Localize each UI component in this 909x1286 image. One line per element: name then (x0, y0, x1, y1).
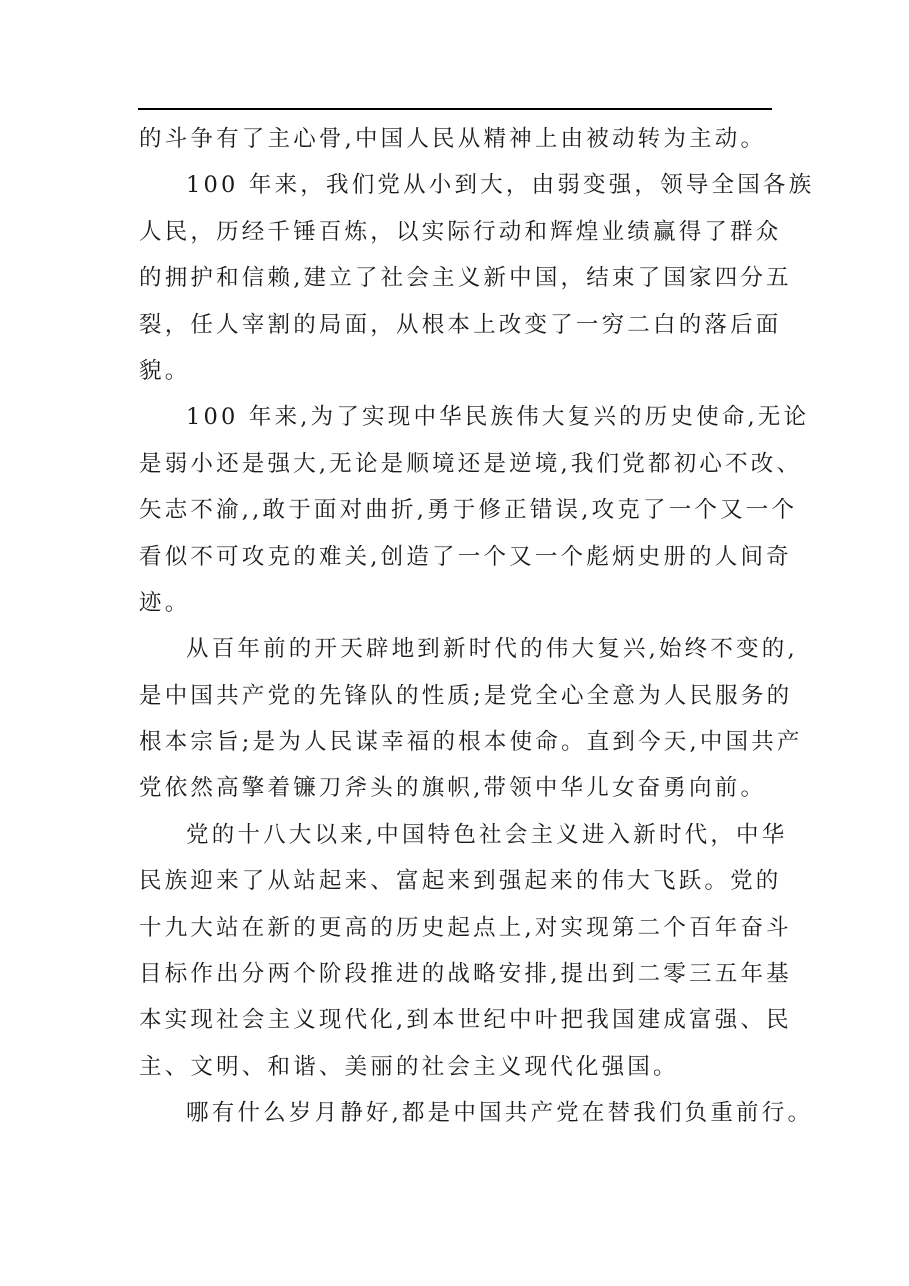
text-line: 迹。 (139, 589, 191, 616)
paragraph-start-line: 党的十八大以来,中国特色社会主义进入新时代，中华 (186, 821, 788, 848)
text-line: 的斗争有了主心骨,中国人民从精神上由被动转为主动。 (139, 126, 767, 152)
text-line: 本实现社会主义现代化,到本世纪中叶把我国建成富强、民 (139, 1007, 792, 1034)
text-line: 人民，历经千锤百炼，以实际行动和辉煌业绩赢得了群众 (139, 218, 782, 245)
text-line: 十九大站在新的更高的历史起点上,对实现第二个百年奋斗 (139, 914, 792, 941)
text-line: 的拥护和信赖,建立了社会主义新中国，结束了国家四分五 (139, 265, 792, 292)
text-line: 矢志不渝,,敢于面对曲折,勇于修正错误,攻克了一个又一个 (139, 497, 798, 524)
text-line: 主、文明、和谐、美丽的社会主义现代化强国。 (139, 1053, 679, 1080)
paragraph-start-line: 从百年前的开天辟地到新时代的伟大复兴,始终不变的, (186, 636, 798, 663)
text-line: 目标作出分两个阶段推进的战略安排,提出到二零三五年基 (139, 961, 792, 988)
text-line: 看似不可攻克的难关,创造了一个又一个彪炳史册的人间奇 (139, 543, 792, 570)
header-rule (138, 108, 772, 110)
text-line: 党依然高擎着镰刀斧头的旗帜,带领中华儿女奋勇向前。 (139, 775, 767, 802)
text-line: 貌。 (139, 357, 191, 384)
document-body (139, 116, 815, 1137)
paragraph-start-line: 100 年来,为了实现中华民族伟大复兴的历史使命,无论 (186, 404, 810, 431)
paragraph-start-line: 哪有什么岁月静好,都是中国共产党在替我们负重前行。 (186, 1100, 814, 1127)
text-line: 民族迎来了从站起来、富起来到强起来的伟大飞跃。党的 (139, 868, 782, 895)
text-line: 是弱小还是强大,无论是顺境还是逆境,我们党都初心不改、 (139, 450, 803, 477)
text-line: 是中国共产党的先锋队的性质;是党全心全意为人民服务的 (139, 682, 793, 709)
paragraph-start-line: 100 年来，我们党从小到大，由弱变强，领导全国各族 (186, 172, 815, 199)
text-line: 裂，任人宰割的局面，从根本上改变了一穷二白的落后面 (139, 311, 782, 338)
text-line: 根本宗旨;是为人民谋幸福的根本使命。直到今天,中国共产 (139, 729, 803, 756)
